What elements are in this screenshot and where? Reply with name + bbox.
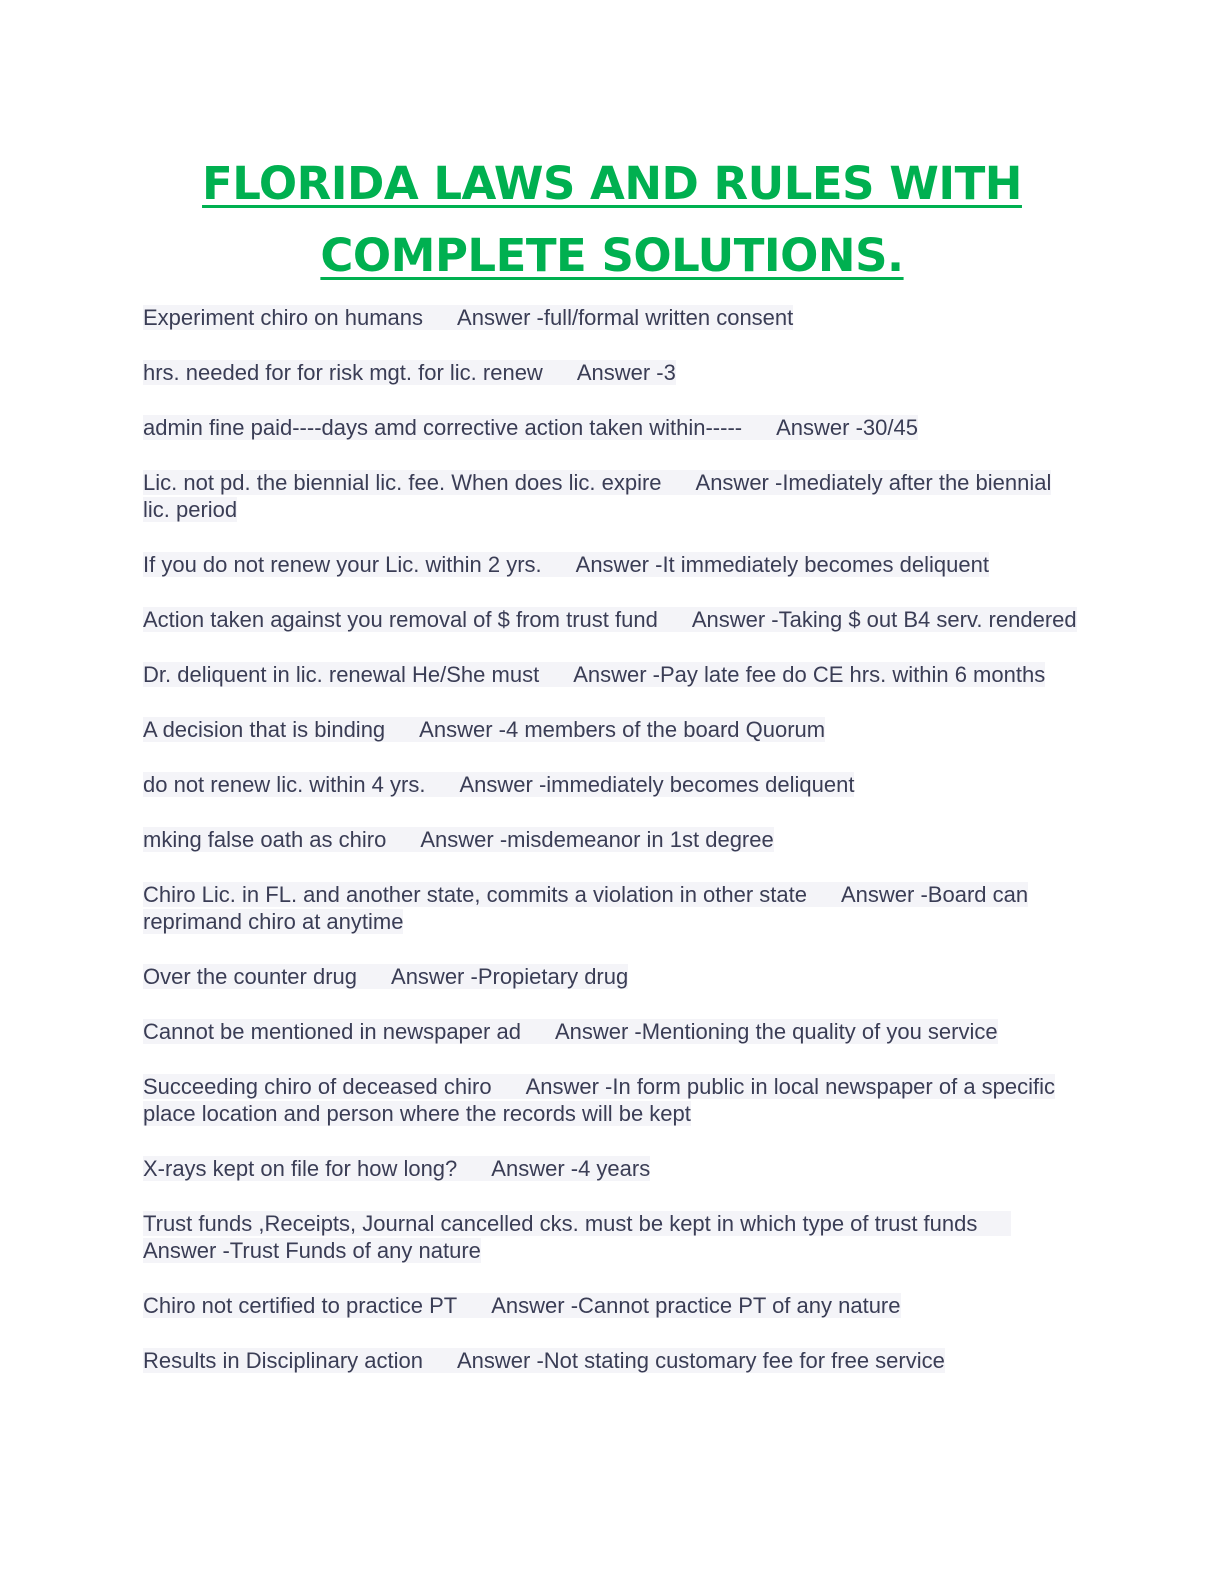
- qa-question: Trust funds ,Receipts, Journal cancelled cks. must be kept in which type of trust funds: [143, 1211, 978, 1236]
- qa-question: Lic. not pd. the biennial lic. fee. When does lic. expire: [143, 470, 662, 495]
- qa-item: [143, 414, 1078, 441]
- qa-item: [143, 469, 1078, 523]
- qa-answer: Answer -Cannot practice PT of any nature: [491, 1293, 901, 1318]
- qa-question: Cannot be mentioned in newspaper ad: [143, 1019, 521, 1044]
- qa-question: X-rays kept on file for how long?: [143, 1156, 458, 1181]
- qa-item: [143, 661, 1078, 688]
- qa-question: Chiro not certified to practice PT: [143, 1293, 458, 1318]
- qa-answer: Answer -30/45: [776, 415, 918, 440]
- qa-question: Results in Disciplinary action: [143, 1348, 423, 1373]
- qa-item: [143, 716, 1078, 743]
- qa-item: [143, 963, 1078, 990]
- qa-answer: Answer -Imediately after the biennial lic. period: [143, 470, 1052, 522]
- qa-question: Succeeding chiro of deceased chiro: [143, 1074, 492, 1099]
- qa-question: Chiro Lic. in FL. and another state, commits a violation in other state: [143, 882, 807, 907]
- qa-answer: Answer -Taking $ out B4 serv. rendered: [691, 607, 1077, 632]
- qa-answer: Answer -It immediately becomes deliquent: [575, 552, 989, 577]
- qa-question: If you do not renew your Lic. within 2 yrs.: [143, 552, 542, 577]
- qa-item: [143, 1292, 1078, 1319]
- qa-list: [143, 304, 1078, 1402]
- qa-question: Dr. deliquent in lic. renewal He/She must: [143, 662, 540, 687]
- qa-item: [143, 1155, 1078, 1182]
- qa-item: [143, 1210, 1078, 1264]
- qa-item: [143, 304, 1078, 331]
- qa-question: admin fine paid----days amd corrective action taken within-----: [143, 415, 743, 440]
- qa-answer: Answer -3: [576, 360, 676, 385]
- qa-item: [143, 551, 1078, 578]
- qa-answer: Answer -In form public in local newspaper of a specific place location and person where the records will be kept: [143, 1074, 1056, 1126]
- qa-item: [143, 359, 1078, 386]
- document-title: [0, 148, 1224, 292]
- qa-answer: Answer -Propietary drug: [391, 964, 629, 989]
- qa-answer: Answer -misdemeanor in 1st degree: [420, 827, 774, 852]
- qa-answer: Answer -Board can reprimand chiro at anytime: [143, 882, 1029, 934]
- qa-item: [143, 881, 1078, 935]
- qa-answer: Answer -Not stating customary fee for free service: [457, 1348, 945, 1373]
- qa-answer: Answer -4 members of the board Quorum: [419, 717, 826, 742]
- qa-question: Experiment chiro on humans: [143, 305, 424, 330]
- qa-question: A decision that is binding: [143, 717, 386, 742]
- title-line-1: FLORIDA LAWS AND RULES WITH: [202, 157, 1022, 210]
- qa-answer: Answer -immediately becomes deliquent: [459, 772, 855, 797]
- qa-item: [143, 1073, 1078, 1127]
- qa-question: mking false oath as chiro: [143, 827, 387, 852]
- qa-question: hrs. needed for for risk mgt. for lic. renew: [143, 360, 543, 385]
- qa-item: [143, 826, 1078, 853]
- qa-item: [143, 771, 1078, 798]
- qa-answer: Answer -4 years: [491, 1156, 651, 1181]
- qa-question: do not renew lic. within 4 yrs.: [143, 772, 426, 797]
- qa-item: [143, 1018, 1078, 1045]
- qa-question: Action taken against you removal of $ from trust fund: [143, 607, 658, 632]
- qa-answer: Answer -full/formal written consent: [457, 305, 794, 330]
- qa-answer: Answer -Mentioning the quality of you service: [554, 1019, 998, 1044]
- qa-answer: Answer -Pay late fee do CE hrs. within 6 months: [573, 662, 1046, 687]
- qa-question: Over the counter drug: [143, 964, 358, 989]
- qa-item: [143, 1347, 1078, 1374]
- qa-answer: Answer -Trust Funds of any nature: [143, 1238, 481, 1263]
- qa-item: [143, 606, 1078, 633]
- title-line-2: COMPLETE SOLUTIONS.: [320, 229, 904, 282]
